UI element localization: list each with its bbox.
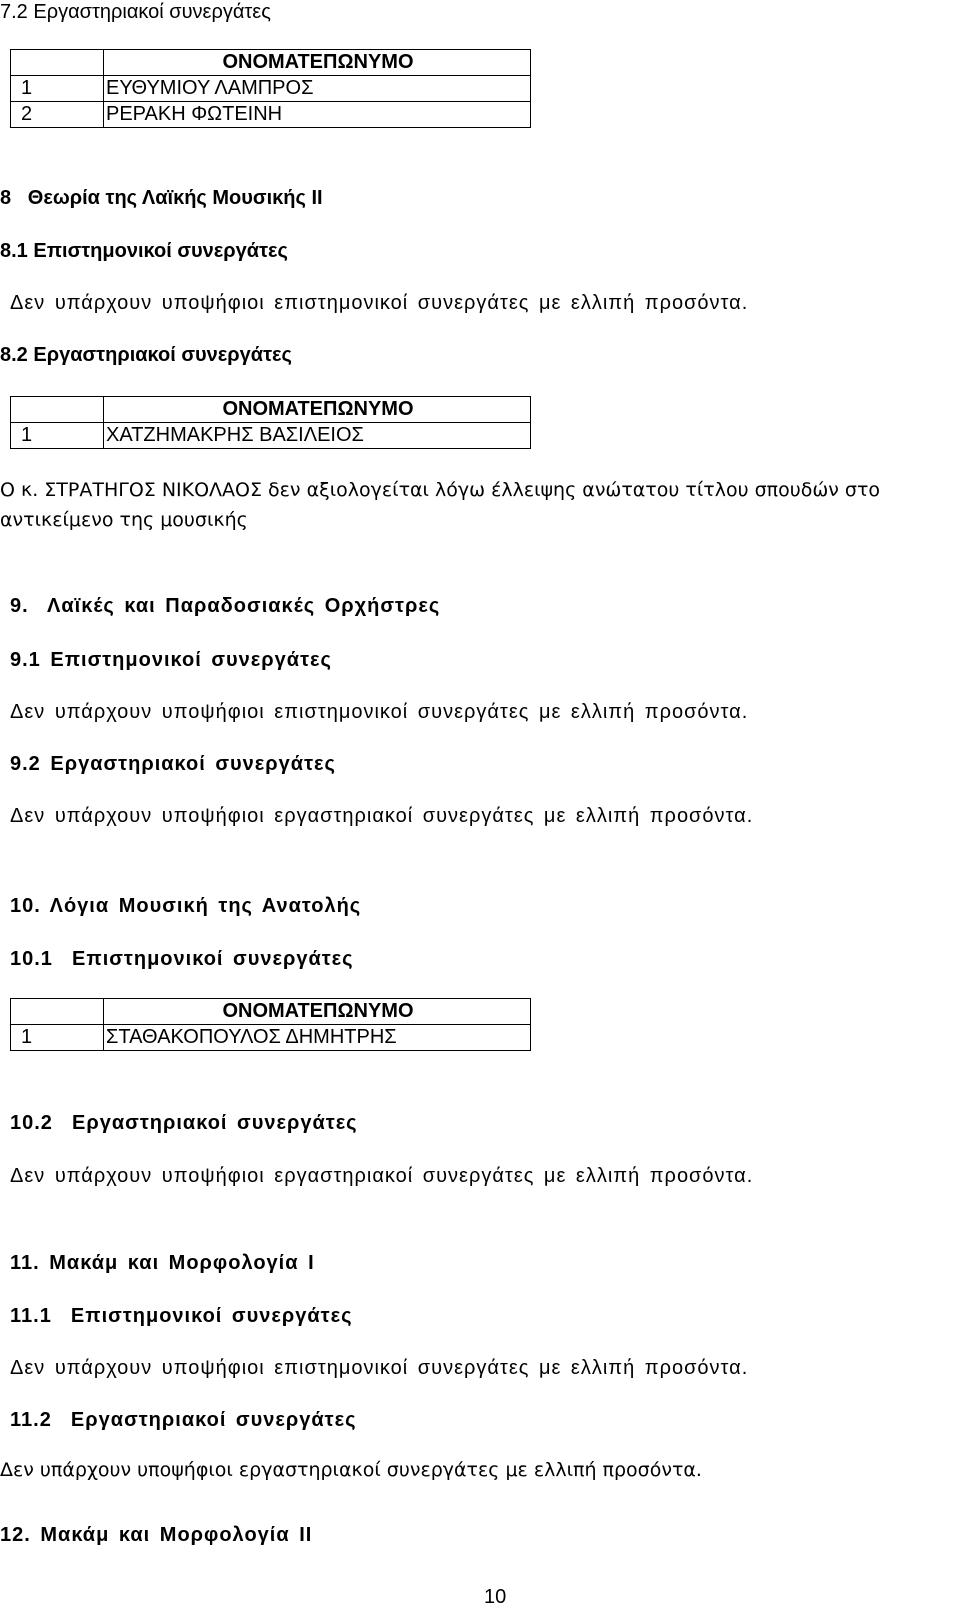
row-number: 2 bbox=[11, 102, 104, 128]
row-name: ΧΑΤΖΗΜΑΚΡΗΣ ΒΑΣΙΛΕΙΟΣ bbox=[104, 423, 531, 449]
text-9-2: Δεν υπάρχουν υποψήφιοι εργαστηριακοί συνεργάτες με ελλιπή προσόντα. bbox=[10, 805, 754, 827]
row-name: ΕΥΘΥΜΙΟΥ ΛΑΜΠΡΟΣ bbox=[104, 76, 531, 102]
row-number: 1 bbox=[11, 76, 104, 102]
page-number: 10 bbox=[484, 1586, 507, 1608]
text-11-1: Δεν υπάρχουν υποψήφιοι επιστημονικοί συνεργάτες με ελλιπή προσόντα. bbox=[10, 1357, 749, 1379]
collaborators-table-8-2 bbox=[10, 396, 531, 449]
row-number: 1 bbox=[11, 423, 104, 449]
table-row bbox=[11, 102, 531, 128]
table-header-row bbox=[11, 50, 531, 76]
heading-7-2: 7.2 Εργαστηριακοί συνεργάτες bbox=[0, 1, 271, 23]
heading-12: 12. Μακάμ και Μορφολογία ΙΙ bbox=[0, 1524, 313, 1546]
text-8-1: Δεν υπάρχουν υποψήφιοι επιστημονικοί συνεργάτες με ελλιπή προσόντα. bbox=[10, 292, 749, 314]
heading-11-2: 11.2 Εργαστηριακοί συνεργάτες bbox=[10, 1409, 357, 1431]
row-name: ΡΕΡΑΚΗ ΦΩΤΕΙΝΗ bbox=[104, 102, 531, 128]
note-line-1: Ο κ. ΣΤΡΑΤΗΓΟΣ ΝΙΚΟΛΑΟΣ δεν αξιολογείται λόγω έλλειψης ανώτατου τίτλου σπουδών στο bbox=[0, 479, 881, 501]
table-header-name: ΟΝΟΜΑΤΕΠΩΝΥΜΟ bbox=[104, 999, 531, 1025]
heading-10: 10. Λόγια Μουσική της Ανατολής bbox=[10, 895, 362, 917]
text-11-2: Δεν υπάρχουν υποψήφιοι εργαστηριακοί συνεργάτες με ελλιπή προσόντα. bbox=[0, 1459, 702, 1481]
text-10-2: Δεν υπάρχουν υποψήφιοι εργαστηριακοί συνεργάτες με ελλιπή προσόντα. bbox=[10, 1165, 754, 1187]
heading-10-1: 10.1 Επιστημονικοί συνεργάτες bbox=[10, 948, 354, 970]
note-line-2: αντικείμενο της μουσικής bbox=[0, 509, 248, 531]
heading-9-2: 9.2 Εργαστηριακοί συνεργάτες bbox=[10, 753, 336, 775]
table-cell bbox=[11, 50, 104, 76]
text-9-1: Δεν υπάρχουν υποψήφιοι επιστημονικοί συνεργάτες με ελλιπή προσόντα. bbox=[10, 701, 749, 723]
table-header-row bbox=[11, 397, 531, 423]
heading-10-2: 10.2 Εργαστηριακοί συνεργάτες bbox=[10, 1112, 358, 1134]
collaborators-table-10-1 bbox=[10, 998, 531, 1051]
heading-8-2: 8.2 Εργαστηριακοί συνεργάτες bbox=[0, 344, 292, 366]
table-header-row bbox=[11, 999, 531, 1025]
heading-8: 8 Θεωρία της Λαϊκής Μουσικής ΙΙ bbox=[0, 187, 323, 209]
heading-8-1: 8.1 Επιστημονικοί συνεργάτες bbox=[0, 240, 288, 262]
row-number: 1 bbox=[11, 1025, 104, 1051]
row-name: ΣΤΑΘΑΚΟΠΟΥΛΟΣ ΔΗΜΗΤΡΗΣ bbox=[104, 1025, 531, 1051]
table-row bbox=[11, 423, 531, 449]
heading-9-1: 9.1 Επιστημονικοί συνεργάτες bbox=[10, 649, 332, 671]
collaborators-table-7-2 bbox=[10, 49, 531, 128]
table-cell bbox=[11, 397, 104, 423]
table-header-name: ΟΝΟΜΑΤΕΠΩΝΥΜΟ bbox=[104, 50, 531, 76]
heading-9: 9. Λαϊκές και Παραδοσιακές Ορχήστρες bbox=[10, 595, 441, 617]
heading-11-1: 11.1 Επιστημονικοί συνεργάτες bbox=[10, 1305, 353, 1327]
table-row bbox=[11, 1025, 531, 1051]
table-cell bbox=[11, 999, 104, 1025]
table-row bbox=[11, 76, 531, 102]
heading-11: 11. Μακάμ και Μορφολογία Ι bbox=[10, 1252, 315, 1274]
table-header-name: ΟΝΟΜΑΤΕΠΩΝΥΜΟ bbox=[104, 397, 531, 423]
